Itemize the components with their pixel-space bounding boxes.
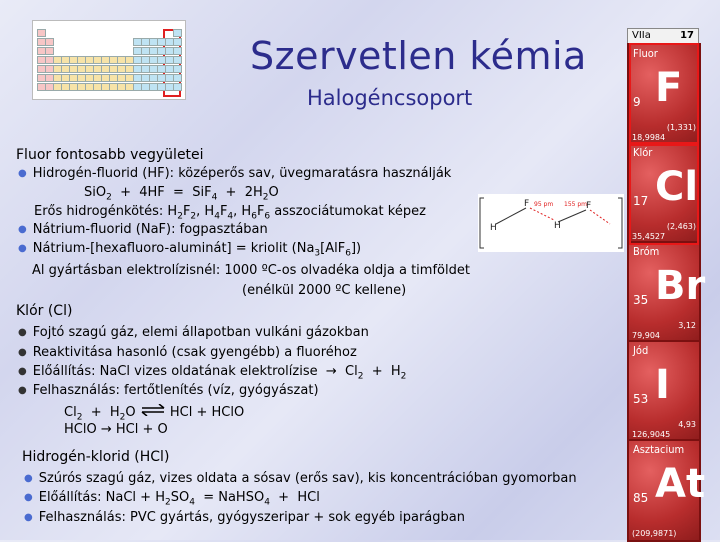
- bullet-icon: ●: [18, 224, 27, 235]
- periodic-table-cell: [45, 38, 54, 46]
- element-mass: 126,9045: [632, 430, 671, 439]
- fluor-highlight-frame: [629, 43, 699, 146]
- bullet-icon: ●: [18, 366, 27, 377]
- element-number: 17: [633, 194, 649, 208]
- klor-highlight-frame: [629, 142, 699, 245]
- group-header: [627, 28, 699, 44]
- fluor-heading: Fluor fontosabb vegyületei: [16, 147, 204, 163]
- hcl-b3-text: Felhasználás: PVC gyártás, gyógyszeripar + sok egyéb iparágban: [38, 510, 465, 525]
- element-name: Asztacium: [633, 443, 685, 456]
- al-production-line: Al gyártásban elektrolízisnél: 1000 ºC-os olvadéka oldja a timföldet: [32, 263, 470, 278]
- periodic-table-cell: [173, 65, 182, 73]
- element-number: 85: [633, 491, 649, 505]
- bullet-icon: ●: [18, 243, 27, 254]
- element-name: Fluor: [633, 47, 658, 60]
- atom-label: F: [586, 201, 592, 211]
- bullet-icon: ●: [24, 492, 33, 503]
- periodic-table-cell: [37, 29, 46, 37]
- klor-equation-1: $Cl_2 + H_2O$ HCl + HClO: [64, 405, 245, 423]
- element-number: 35: [633, 293, 649, 307]
- element-name: Klór: [633, 146, 653, 159]
- bullet-icon: ●: [18, 168, 27, 179]
- klor-bullet-4: [18, 383, 319, 399]
- periodic-table-cell: [173, 47, 182, 55]
- klor-bullet-3: ● Előállítás: NaCl vizes oldatának elektrolízise → $Cl_2 + H_2$: [18, 364, 407, 382]
- element-symbol: F: [655, 65, 683, 111]
- element-mass: (209,9871): [632, 529, 677, 538]
- klor-bullet-2: [18, 345, 357, 361]
- element-symbol: Br: [655, 263, 706, 309]
- bond-length-label: 95 pm: [534, 201, 554, 208]
- bullet-icon: ●: [18, 347, 27, 358]
- bullet-icon: ●: [18, 327, 27, 338]
- klor-eq1-products: HCl + HClO: [169, 405, 245, 420]
- hcl-bullet-1: [24, 471, 577, 487]
- bond-length-label: 155 pm: [564, 201, 588, 208]
- equilibrium-arrow-icon: [140, 404, 166, 421]
- periodic-table-thumbnail: [32, 20, 186, 100]
- page-title: Szervetlen kémia: [250, 34, 587, 78]
- hcl-b1-text: Szúrós szagú gáz, vizes oldata a sósav (erős sav), kis koncentrációban gyomorban: [38, 471, 577, 486]
- element-number: 53: [633, 392, 649, 406]
- periodic-table-cell: [173, 74, 182, 82]
- hf-equation: $SiO_2 + 4HF = SiF_4 + 2H_2O$: [84, 185, 279, 203]
- naf-text: Nátrium-fluorid (NaF): fogpasztában: [32, 222, 268, 237]
- periodic-table-cell: [173, 29, 182, 37]
- al-production-note: (enélkül 2000 ºC kellene): [242, 283, 407, 298]
- page-subtitle: Halogéncsoport: [307, 86, 473, 110]
- element-en: (2,463): [666, 222, 696, 231]
- element-symbol: Cl: [655, 164, 699, 210]
- atom-label: F: [524, 199, 530, 209]
- hf-text: Hidrogén-fluorid (HF): középerős sav, üvegmaratásra használják: [32, 166, 452, 181]
- element-tile-at: [627, 439, 706, 542]
- group-label: VIIa: [632, 30, 651, 41]
- periodic-table-cell: [173, 83, 182, 91]
- atom-label: H: [490, 223, 497, 233]
- bullet-icon: ●: [24, 512, 33, 523]
- klor-equation-2: HClO → HCl + O: [64, 422, 168, 437]
- element-tile-i: [627, 340, 701, 443]
- klor-heading: Klór (Cl): [16, 303, 73, 319]
- element-number: 9: [633, 95, 641, 109]
- element-symbol: I: [655, 362, 670, 408]
- element-mass: 79,904: [632, 331, 660, 340]
- fluor-bullet-kriolit: ● Nátrium-[hexafluoro-aluminát] = kriolit $(Na_3[AlF_6])$: [18, 241, 362, 259]
- element-symbol: At: [655, 461, 706, 507]
- element-name: Jód: [633, 344, 649, 357]
- element-name: Bróm: [633, 245, 660, 258]
- element-tile-br: [627, 241, 706, 344]
- hydrogen-bond-line: Erős hidrogénkötés: $H_2F_2$, $H_4F_4$, $H_6F_6$ asszociátumokat képez: [34, 204, 426, 222]
- element-en: (1,331): [666, 123, 696, 132]
- bullet-icon: ●: [24, 473, 33, 484]
- element-mass: 35,4527: [632, 232, 666, 241]
- periodic-table-cell: [173, 56, 182, 64]
- group-number: 17: [680, 30, 694, 41]
- hcl-bullet-3: [24, 510, 465, 526]
- periodic-table-cell: [45, 47, 54, 55]
- element-en: 4,93: [678, 420, 696, 429]
- klor-b1-text: Fojtó szagú gáz, elemi állapotban vulkáni gázokban: [32, 325, 369, 340]
- hcl-heading: Hidrogén-klorid (HCl): [22, 449, 170, 465]
- element-en: 3,12: [678, 321, 696, 330]
- periodic-table-cell: [173, 38, 182, 46]
- element-mass: 18,9984: [632, 133, 666, 142]
- klor-b4-text: Felhasználás: fertőtlenítés (víz, gyógyászat): [32, 383, 319, 398]
- klor-b2-text: Reaktivitása hasonló (csak gyengébb) a fluoréhoz: [32, 345, 357, 360]
- atom-label: H: [554, 221, 561, 231]
- fluor-bullet-naf: [18, 222, 268, 238]
- fluor-bullet-hf: [18, 166, 451, 182]
- klor-bullet-1: [18, 325, 369, 341]
- bullet-icon: ●: [18, 385, 27, 396]
- hcl-bullet-2: ● Előállítás: NaCl + $H_2SO_4$ = NaHSO$_4$ + HCl: [24, 490, 320, 508]
- hf-molecule-diagram: [478, 194, 624, 252]
